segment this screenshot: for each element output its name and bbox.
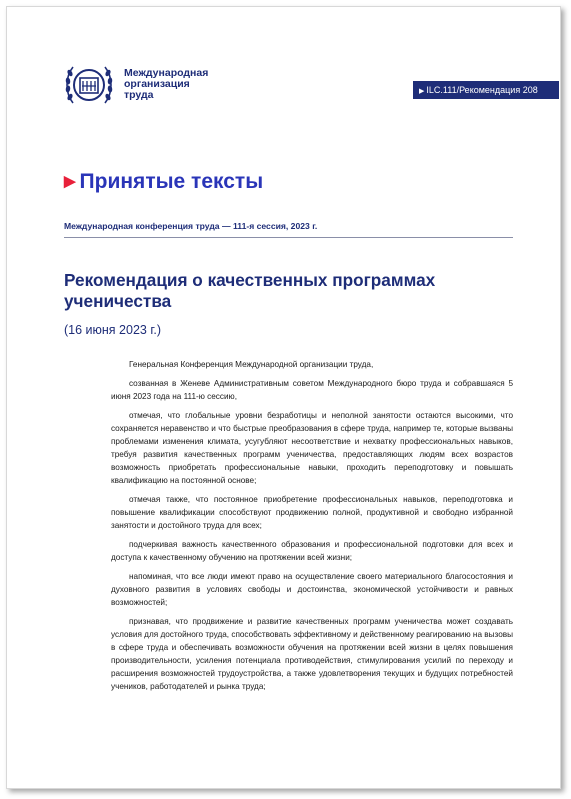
organization-name-line: организация [124, 78, 190, 90]
conference-line: Международная конференция труда — 111-я сессия, 2023 г. [64, 221, 318, 231]
document-date: (16 июня 2023 г.) [64, 323, 161, 337]
organization-name-line: труда [124, 89, 154, 101]
body-paragraph: признавая, что продвижение и развитие качественных программ ученичества может создавать условия для достойного труда, способствовать эффективному и действенному реагированию на вызовы в сфере труда и обеспечивать возможности обучения на протяжении всей жизни в целях повышения производительности, усиления потенциала противодействия, стимулирования усилий по переходу и расширения возможностей трудоустройства, а также удовлетворения текущих и будущих потребностей учеников, работодателей и рынка труда; [111, 617, 513, 691]
body-paragraph: отмечая, что глобальные уровни безработицы и неполной занятости остаются высокими, что сохраняется неравенство и что быстрые преобразования в сфере труда, например те, которые вызваны проблемами изменения климата, усугубляют несоответствие и нехватку профессиональных навыков, требуя развития качественных программ ученичества, предоставляющих людям всех возрастов возможность приобретать профессиональные навыки, проходить переподготовку и повышать квалификацию на постоянной основе; [111, 411, 513, 485]
document-page [6, 6, 561, 789]
document-reference-tag [413, 81, 559, 99]
section-title [64, 170, 263, 194]
body-paragraph: напоминая, что все люди имеют право на осуществление своего материального благосостояния и духовного развития в условиях свободы и достоинства, экономической устойчивости и равных возможностей; [111, 572, 513, 607]
document-reference: ILC.111/Рекомендация 208 [426, 85, 538, 95]
triangle-right-icon: ▶ [419, 88, 425, 95]
divider [64, 237, 513, 238]
ilo-emblem-icon [63, 59, 115, 111]
triangle-right-icon: ▶ [64, 173, 76, 190]
body-paragraph: созванная в Женеве Административным советом Международного бюро труда и собравшаяся 5 июня 2023 года на 111-ю сессию, [111, 379, 513, 401]
organization-name-line: Международная [124, 67, 209, 79]
document-title: Рекомендация о качественных программах ученичества [64, 270, 436, 311]
document-body [111, 358, 513, 699]
body-paragraph: подчеркивая важность качественного образования и профессиональной подготовки для всех и доступа к качественному обучению на протяжении всей жизни; [111, 540, 513, 562]
organization-name [124, 68, 234, 101]
section-title-text: Принятые тексты [79, 170, 264, 193]
body-paragraph: Генеральная Конференция Международной организации труда, [129, 360, 374, 369]
body-paragraph: отмечая также, что постоянное приобретение профессиональных навыков, переподготовка и повышение квалификации способствуют продвижению полной, продуктивной и свободно избранной занятости и достойного труда для всех; [111, 495, 513, 530]
